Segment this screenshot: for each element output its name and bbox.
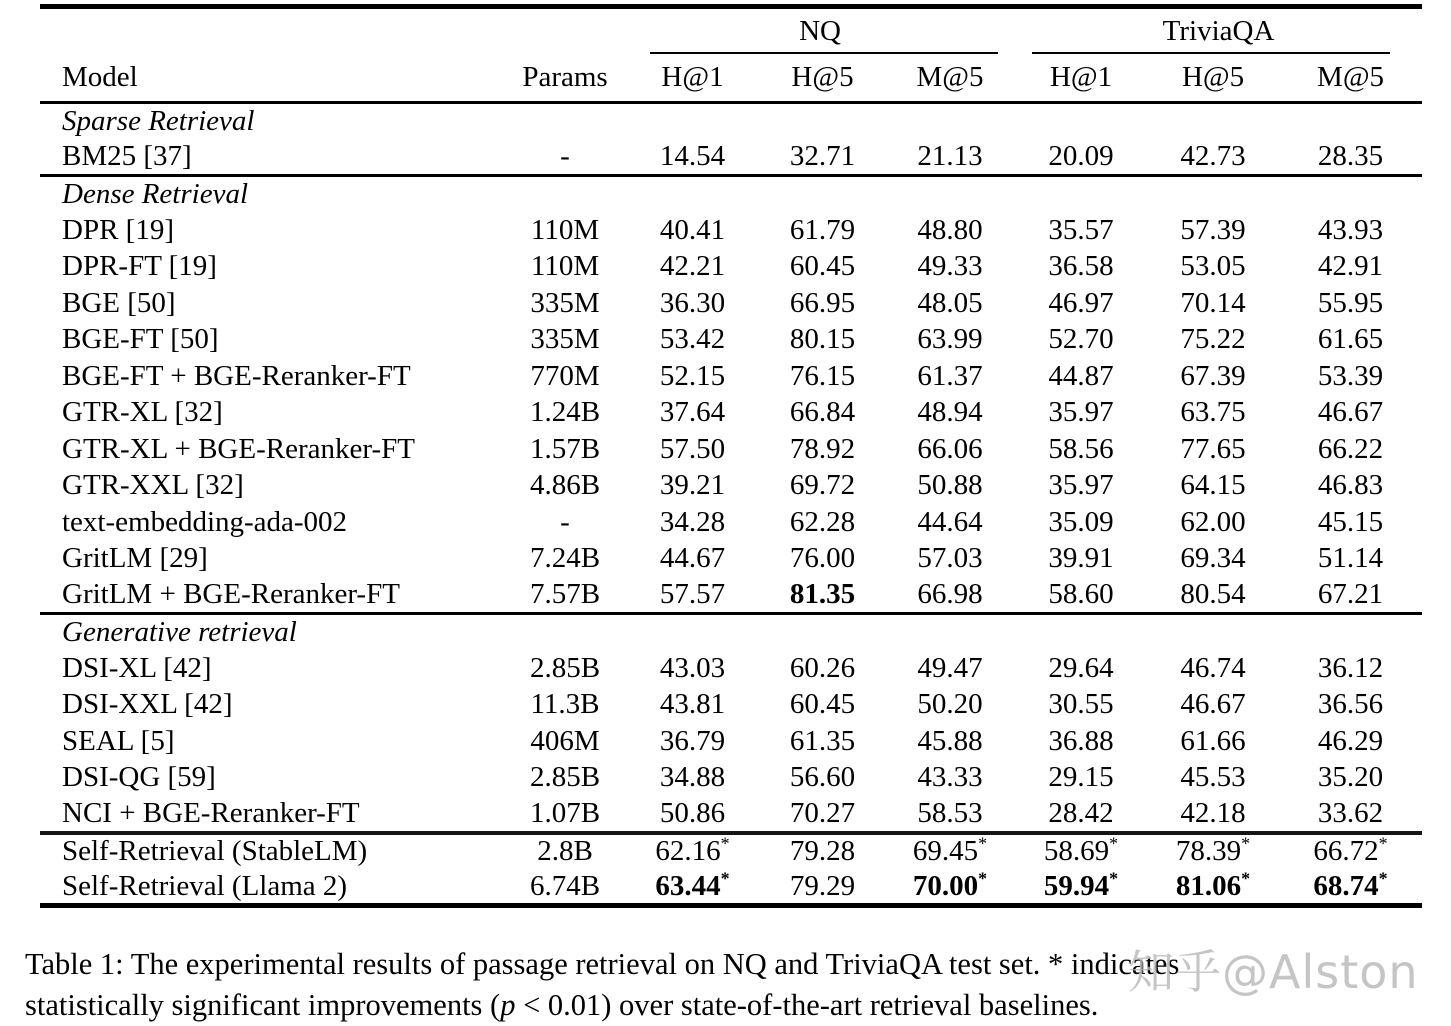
metric-value: 60.26 bbox=[789, 651, 856, 684]
significance-star: * bbox=[978, 833, 988, 854]
column-header-model: Model bbox=[40, 54, 505, 103]
model-name: GTR-XL [32] bbox=[62, 396, 223, 429]
params-value: - bbox=[560, 140, 570, 172]
metric-value: 61.66 bbox=[1180, 724, 1246, 757]
metric-value: 30.55 bbox=[1048, 688, 1114, 721]
table-row bbox=[40, 869, 1422, 906]
metric-value: 57.03 bbox=[917, 542, 983, 575]
metric-value: 34.28 bbox=[659, 505, 726, 538]
metric-value: 58.56 bbox=[1048, 432, 1114, 465]
group-header-nq: NQ bbox=[625, 7, 1015, 54]
table-row bbox=[40, 796, 1422, 833]
params-value: 1.57B bbox=[529, 432, 601, 465]
metric-value: 29.64 bbox=[1048, 651, 1114, 684]
metric-value: 39.91 bbox=[1048, 542, 1114, 575]
significance-star: * bbox=[720, 833, 730, 854]
metric-value: 78.39* bbox=[1175, 833, 1251, 868]
metric-value: 63.44* bbox=[655, 867, 730, 902]
metric-value: 28.42 bbox=[1048, 796, 1114, 829]
model-name: BGE-FT + BGE-Reranker-FT bbox=[62, 359, 411, 392]
metric-value: 49.47 bbox=[917, 651, 983, 684]
metric-value: 35.57 bbox=[1048, 213, 1114, 246]
metric-value: 42.21 bbox=[659, 250, 726, 283]
params-value: 1.07B bbox=[529, 796, 601, 829]
metric-value: 57.39 bbox=[1180, 213, 1246, 246]
significance-star: * bbox=[720, 867, 730, 888]
metric-value: 62.00 bbox=[1180, 505, 1246, 538]
metric-value: 61.65 bbox=[1317, 323, 1384, 356]
metric-value: 36.12 bbox=[1317, 651, 1384, 684]
metric-value: 62.16* bbox=[655, 833, 730, 868]
params-value: 7.57B bbox=[529, 578, 601, 610]
metric-value: 36.56 bbox=[1317, 688, 1384, 721]
model-name: GTR-XXL [32] bbox=[62, 469, 244, 502]
table-row bbox=[40, 322, 1422, 359]
metric-value: 48.05 bbox=[917, 286, 983, 319]
metric-value: 34.88 bbox=[659, 761, 726, 794]
table-row bbox=[40, 395, 1422, 432]
column-header-tqa-m5: M@5 bbox=[1279, 54, 1422, 103]
metric-value: 33.62 bbox=[1317, 796, 1384, 829]
metric-value: 35.97 bbox=[1048, 396, 1114, 429]
column-header-params: Params bbox=[505, 54, 625, 103]
params-value: 6.74B bbox=[529, 869, 601, 902]
table-row bbox=[40, 358, 1422, 395]
table-row bbox=[40, 431, 1422, 468]
params-value: 335M bbox=[530, 323, 600, 356]
significance-star: * bbox=[978, 867, 988, 888]
metric-value: 50.86 bbox=[659, 796, 726, 829]
params-value: 2.85B bbox=[529, 651, 601, 684]
metric-value: 45.15 bbox=[1317, 505, 1384, 538]
metric-value: 46.97 bbox=[1048, 286, 1114, 319]
significance-star: * bbox=[1109, 867, 1119, 888]
significance-star: * bbox=[1378, 867, 1388, 888]
params-value: 770M bbox=[530, 359, 600, 392]
model-name: DSI-QG [59] bbox=[62, 761, 216, 794]
params-value: 1.24B bbox=[529, 396, 601, 429]
metric-value: 66.84 bbox=[789, 396, 856, 429]
params-value: 2.85B bbox=[529, 761, 601, 794]
significance-star: * bbox=[1109, 833, 1119, 854]
metric-value: 76.15 bbox=[789, 359, 856, 392]
metric-value: 70.14 bbox=[1180, 286, 1246, 319]
metric-value: 66.72* bbox=[1313, 833, 1388, 868]
metric-value: 42.73 bbox=[1180, 140, 1246, 172]
dataset-group-row bbox=[40, 7, 1422, 54]
model-name: Self-Retrieval (Llama 2) bbox=[62, 869, 348, 902]
model-name: BGE-FT [50] bbox=[62, 323, 219, 356]
metric-value: 28.35 bbox=[1317, 140, 1384, 172]
table-row bbox=[40, 723, 1422, 760]
params-value: 110M bbox=[530, 250, 600, 283]
metric-value: 62.28 bbox=[789, 505, 856, 538]
metric-value: 77.65 bbox=[1180, 432, 1246, 465]
table-row bbox=[40, 468, 1422, 505]
metric-value: 45.53 bbox=[1180, 761, 1246, 794]
metric-value: 53.05 bbox=[1180, 250, 1246, 283]
metric-value: 60.45 bbox=[789, 688, 856, 721]
metric-value: 66.98 bbox=[917, 578, 983, 610]
table-row bbox=[40, 249, 1422, 286]
params-value: 7.24B bbox=[529, 542, 601, 575]
section-title: Generative retrieval bbox=[62, 616, 297, 648]
metric-value: 68.74* bbox=[1313, 867, 1388, 902]
metric-value: 58.69* bbox=[1043, 833, 1119, 868]
metric-value: 61.37 bbox=[917, 359, 983, 392]
metric-value: 69.72 bbox=[789, 469, 856, 502]
metric-value: 66.95 bbox=[789, 286, 856, 319]
significance-star: * bbox=[1378, 833, 1388, 854]
model-name: GTR-XL + BGE-Reranker-FT bbox=[62, 432, 415, 465]
metric-value: 43.81 bbox=[659, 688, 726, 721]
table-row bbox=[40, 212, 1422, 249]
metric-value: 43.33 bbox=[917, 761, 983, 794]
metric-value: 20.09 bbox=[1048, 140, 1114, 172]
metric-value: 46.67 bbox=[1317, 396, 1384, 429]
metric-value: 49.33 bbox=[917, 250, 983, 283]
column-header-nq-m5: M@5 bbox=[885, 54, 1015, 103]
metric-value: 43.93 bbox=[1317, 213, 1384, 246]
metric-value: 32.71 bbox=[789, 140, 856, 172]
params-value: 110M bbox=[530, 213, 600, 246]
metric-value: 59.94* bbox=[1043, 867, 1119, 902]
metric-value: 66.06 bbox=[917, 432, 983, 465]
model-name: DSI-XXL [42] bbox=[62, 688, 233, 721]
column-header-tqa-h1: H@1 bbox=[1015, 54, 1147, 103]
column-header-tqa-h5: H@5 bbox=[1147, 54, 1279, 103]
metric-value: 29.15 bbox=[1048, 761, 1114, 794]
model-name: DPR-FT [19] bbox=[62, 250, 217, 283]
table-row bbox=[40, 577, 1422, 614]
metric-value: 44.67 bbox=[659, 542, 726, 575]
metric-value: 67.39 bbox=[1180, 359, 1246, 392]
metric-value: 81.35 bbox=[789, 578, 856, 610]
metric-value: 80.54 bbox=[1180, 578, 1246, 610]
metric-value: 67.21 bbox=[1317, 578, 1384, 610]
metric-value: 35.20 bbox=[1317, 761, 1384, 794]
model-name: NCI + BGE-Reranker-FT bbox=[62, 796, 360, 829]
table-row bbox=[40, 833, 1422, 870]
table-row bbox=[40, 760, 1422, 797]
metric-value: 79.29 bbox=[789, 869, 856, 902]
metric-value: 78.92 bbox=[789, 432, 856, 465]
metric-value: 61.35 bbox=[789, 724, 856, 757]
metric-value: 63.75 bbox=[1180, 396, 1246, 429]
section-header-row bbox=[40, 103, 1422, 140]
metric-value: 36.58 bbox=[1048, 250, 1114, 283]
metric-value: 69.45* bbox=[912, 833, 988, 868]
column-header-nq-h5: H@5 bbox=[760, 54, 885, 103]
metric-value: 35.97 bbox=[1048, 469, 1114, 502]
table-row bbox=[40, 139, 1422, 176]
metric-value: 39.21 bbox=[659, 469, 726, 502]
metric-value: 63.99 bbox=[917, 323, 983, 356]
model-name: BGE [50] bbox=[62, 286, 176, 319]
params-value: 335M bbox=[530, 286, 600, 319]
metric-value: 46.29 bbox=[1317, 724, 1384, 757]
metric-value: 44.64 bbox=[917, 505, 983, 538]
column-header-row bbox=[40, 54, 1422, 103]
metric-value: 70.27 bbox=[789, 796, 856, 829]
metric-value: 81.06* bbox=[1175, 867, 1251, 902]
params-value: 406M bbox=[530, 724, 600, 757]
metric-value: 58.60 bbox=[1048, 578, 1114, 610]
model-name: text-embedding-ada-002 bbox=[62, 505, 348, 538]
metric-value: 50.20 bbox=[917, 688, 983, 721]
metric-value: 36.30 bbox=[659, 286, 726, 319]
group-header-empty bbox=[40, 7, 625, 54]
metric-value: 61.79 bbox=[789, 213, 856, 246]
metric-value: 79.28 bbox=[789, 835, 856, 868]
section-header-row bbox=[40, 176, 1422, 213]
metric-value: 46.83 bbox=[1317, 469, 1384, 502]
table-row bbox=[40, 285, 1422, 322]
metric-value: 57.50 bbox=[659, 432, 726, 465]
metric-value: 36.88 bbox=[1048, 724, 1114, 757]
metric-value: 14.54 bbox=[659, 140, 726, 172]
params-value: 4.86B bbox=[529, 469, 601, 502]
metric-value: 48.94 bbox=[917, 396, 983, 429]
metric-value: 42.91 bbox=[1317, 250, 1384, 283]
metric-value: 51.14 bbox=[1317, 542, 1384, 575]
metric-value: 45.88 bbox=[917, 724, 983, 757]
model-name: GritLM + BGE-Reranker-FT bbox=[62, 578, 400, 610]
table-row bbox=[40, 650, 1422, 687]
table-row bbox=[40, 687, 1422, 724]
model-name: Self-Retrieval (StableLM) bbox=[62, 835, 368, 868]
zhihu-watermark: 知乎@Alston bbox=[1128, 945, 1419, 999]
metric-value: 42.18 bbox=[1180, 796, 1246, 829]
metric-value: 56.60 bbox=[789, 761, 856, 794]
params-value: - bbox=[560, 505, 570, 538]
metric-value: 35.09 bbox=[1048, 505, 1114, 538]
metric-value: 66.22 bbox=[1317, 432, 1384, 465]
metric-value: 57.57 bbox=[659, 578, 726, 610]
params-value: 2.8B bbox=[537, 835, 593, 868]
section-title: Sparse Retrieval bbox=[62, 105, 255, 137]
metric-value: 75.22 bbox=[1180, 323, 1246, 356]
caption-line-2: statistically significant improvements (p < 0.01) over state-of-the-art retrieval baselines. bbox=[25, 988, 1099, 1022]
metric-value: 80.15 bbox=[789, 323, 856, 356]
table-row bbox=[40, 541, 1422, 578]
group-header-triviaqa: TriviaQA bbox=[1015, 7, 1422, 54]
metric-value: 40.41 bbox=[659, 213, 726, 246]
metric-value: 46.74 bbox=[1180, 651, 1246, 684]
metric-value: 21.13 bbox=[917, 140, 983, 172]
caption-line-1: Table 1: The experimental results of passage retrieval on NQ and TriviaQA test set. * indicates bbox=[25, 947, 1180, 981]
model-name: DSI-XL [42] bbox=[62, 651, 212, 684]
column-header-nq-h1: H@1 bbox=[625, 54, 760, 103]
significance-star: * bbox=[1241, 833, 1251, 854]
metric-value: 44.87 bbox=[1048, 359, 1114, 392]
metric-value: 52.70 bbox=[1048, 323, 1114, 356]
model-name: DPR [19] bbox=[62, 213, 174, 246]
metric-value: 64.15 bbox=[1180, 469, 1246, 502]
model-name: BM25 [37] bbox=[62, 140, 192, 172]
section-header-row bbox=[40, 614, 1422, 651]
metric-value: 48.80 bbox=[917, 213, 983, 246]
section-title: Dense Retrieval bbox=[62, 178, 249, 210]
metric-value: 70.00* bbox=[912, 867, 988, 902]
metric-value: 46.67 bbox=[1180, 688, 1246, 721]
params-value: 11.3B bbox=[530, 688, 600, 721]
significance-star: * bbox=[1241, 867, 1251, 888]
results-table bbox=[40, 4, 1422, 908]
metric-value: 36.79 bbox=[659, 724, 726, 757]
metric-value: 58.53 bbox=[917, 796, 983, 829]
model-name: SEAL [5] bbox=[62, 724, 175, 757]
metric-value: 53.42 bbox=[659, 323, 726, 356]
model-name: GritLM [29] bbox=[62, 542, 208, 575]
metric-value: 52.15 bbox=[659, 359, 726, 392]
metric-value: 55.95 bbox=[1317, 286, 1384, 319]
metric-value: 37.64 bbox=[659, 396, 726, 429]
metric-value: 43.03 bbox=[659, 651, 726, 684]
metric-value: 76.00 bbox=[789, 542, 856, 575]
metric-value: 53.39 bbox=[1317, 359, 1384, 392]
metric-value: 50.88 bbox=[917, 469, 983, 502]
metric-value: 60.45 bbox=[789, 250, 856, 283]
metric-value: 69.34 bbox=[1180, 542, 1246, 575]
table-row bbox=[40, 504, 1422, 541]
